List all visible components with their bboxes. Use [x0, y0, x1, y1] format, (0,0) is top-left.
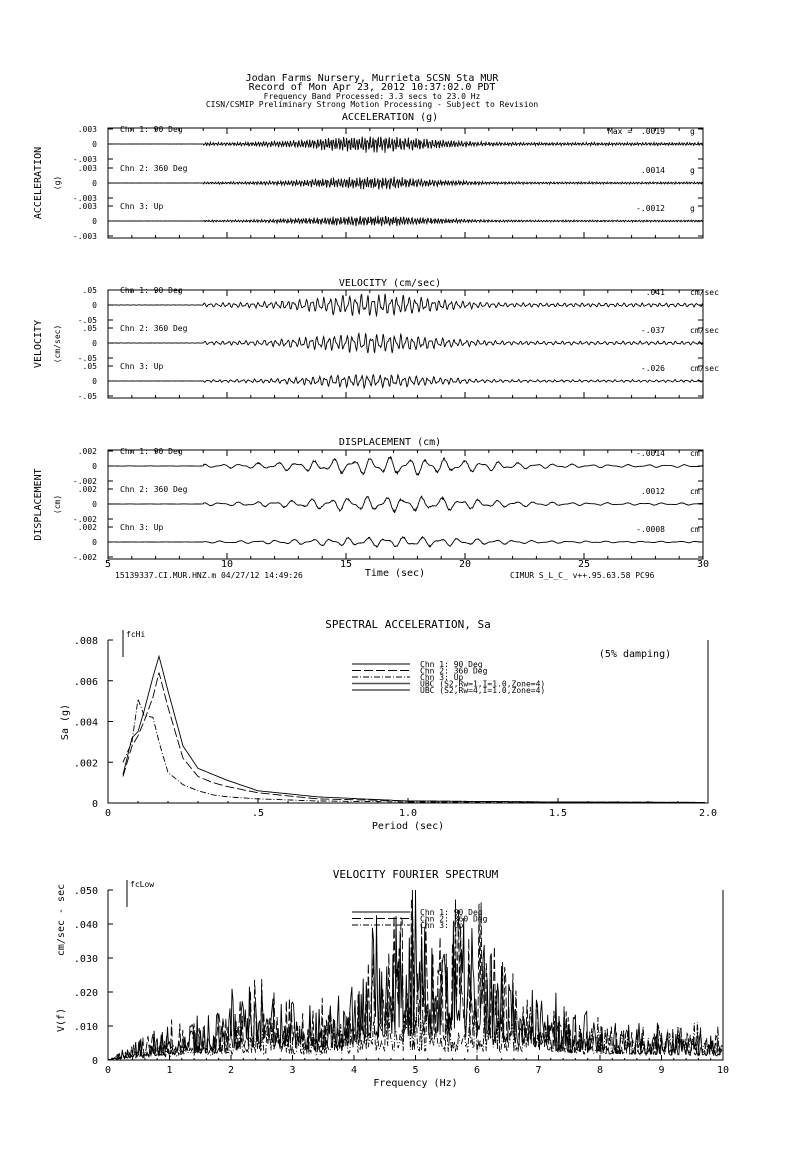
x-tick-label: 10 — [716, 1065, 730, 1076]
channel-label-2: Chn 2: 360 Deg — [120, 485, 188, 494]
legend-label: Chn 1: 90 Deg — [420, 908, 483, 917]
peak-value-3: -.026 — [640, 364, 665, 373]
x-tick-label: 2.0 — [698, 808, 718, 819]
y-tick-label: -.002 — [72, 515, 97, 524]
y-tick-label: .030 — [73, 954, 98, 965]
spectrum-title-3: SPECTRAL ACCELERATION, Sa — [325, 618, 491, 631]
trace-panel1-chn1 — [108, 294, 703, 317]
trace-panel0-chn2 — [108, 177, 703, 190]
x-tick-label: .5 — [251, 808, 265, 819]
legend-label: UBC (S2,Rw=1,I=1.0,Zone=4) — [420, 679, 546, 689]
spectrum-series-3 — [123, 699, 705, 803]
channel-label-3: Chn 3: Up — [120, 362, 164, 371]
header-record: Record of Mon Apr 23, 2012 10:37:02.0 PDT — [248, 82, 496, 93]
trace-panel2-chn3 — [108, 537, 703, 547]
panel-title-2: DISPLACEMENT (cm) — [338, 437, 442, 448]
header-station: Jodan Farms Nursery, Murrieta SCSN Sta MUR — [245, 73, 499, 84]
channel-label-3: Chn 3: Up — [120, 523, 164, 532]
peak-value-1: .041 — [645, 288, 665, 297]
x-tick-label: 5 — [412, 1065, 419, 1076]
peak-value-3: -.0008 — [636, 525, 665, 534]
peak-units-3: cm/sec — [690, 364, 719, 373]
x-tick-label: 0 — [104, 808, 112, 819]
x-tick-label: 30 — [696, 559, 710, 570]
y-tick-label: .003 — [77, 202, 97, 211]
peak-units-2: cm/sec — [690, 326, 719, 335]
spectrum-series-1 — [123, 656, 705, 802]
x-tick-label: 4 — [350, 1065, 358, 1076]
y-tick-label: 0 — [92, 179, 97, 188]
trace-panel0-chn3 — [108, 216, 703, 227]
spectrum-title-4: VELOCITY FOURIER SPECTRUM — [332, 868, 499, 881]
header-processing: CISN/CSMIP Preliminary Strong Motion Processing - Subject to Revision — [205, 100, 539, 109]
corner-frequency-label: fcLow — [130, 880, 155, 889]
y-tick-label: .003 — [77, 125, 97, 134]
peak-value-2: .0014 — [640, 166, 665, 175]
y-tick-label: 0 — [92, 538, 97, 547]
y-tick-label: -.05 — [77, 392, 97, 401]
x-tick-label: 3 — [289, 1065, 296, 1076]
peak-value-2: .0012 — [640, 487, 665, 496]
y-tick-label: 0 — [92, 217, 97, 226]
x-axis-label: Frequency (Hz) — [373, 1078, 458, 1089]
x-tick-label: 0 — [104, 1065, 112, 1076]
y-tick-label: -.003 — [72, 232, 97, 241]
panel-title-0: ACCELERATION (g) — [341, 112, 439, 123]
y-tick-label: .020 — [73, 988, 98, 999]
damping-note: (5% damping) — [598, 649, 672, 660]
channel-label-1: Chn 1: 90 Deg — [120, 125, 183, 134]
y-axis-label: Sa (g) — [60, 703, 71, 741]
x-tick-label: 7 — [535, 1065, 542, 1076]
y-tick-label: .003 — [77, 164, 97, 173]
x-tick-label: 2 — [227, 1065, 235, 1076]
y-tick-label: -.003 — [72, 155, 97, 164]
y-tick-label: .002 — [77, 447, 97, 456]
peak-units-1: cm/sec — [690, 288, 719, 297]
legend-label: Chn 3: Up — [420, 673, 464, 682]
y-tick-label: .002 — [73, 758, 98, 770]
panel-title-1: VELOCITY (cm/sec) — [338, 278, 442, 289]
y-axis-units: cm/sec - sec — [56, 883, 67, 957]
y-tick-label: 0 — [91, 799, 98, 810]
y-axis-label-1: VELOCITY — [33, 319, 44, 369]
legend-label: Chn 1: 90 Deg — [420, 660, 483, 669]
x-tick-label: 5 — [104, 559, 112, 570]
y-tick-label: 0 — [91, 1056, 98, 1067]
legend-label: Chn 3: Up — [420, 921, 464, 930]
x-tick-label: 10 — [220, 559, 234, 570]
trace-panel2-chn1 — [108, 457, 703, 476]
y-tick-label: 0 — [92, 140, 97, 149]
header-band: Frequency Band Processed: 3.3 secs to 23.0 Hz — [263, 92, 481, 101]
y-tick-label: -.003 — [72, 194, 97, 203]
y-tick-label: 0 — [92, 500, 97, 509]
channel-label-1: Chn 1: 90 Deg — [120, 447, 183, 456]
x-tick-label: 1 — [166, 1065, 173, 1076]
channel-label-2: Chn 2: 360 Deg — [120, 324, 188, 333]
peak-units-1: g — [690, 127, 695, 136]
trace-panel2-chn2 — [108, 496, 703, 513]
x-tick-label: 20 — [458, 559, 472, 570]
peak-units-1: cm — [690, 449, 700, 458]
y-tick-label: .002 — [77, 485, 97, 494]
y-tick-label: 0 — [92, 462, 97, 471]
y-axis-units-0: (g) — [53, 175, 62, 191]
channel-label-3: Chn 3: Up — [120, 202, 164, 211]
y-tick-label: -.05 — [77, 354, 97, 363]
y-tick-label: .05 — [82, 362, 97, 371]
y-axis-label-2: DISPLACEMENT — [33, 468, 44, 541]
y-axis-label: V(f) — [56, 1007, 67, 1033]
y-tick-label: .040 — [73, 920, 98, 931]
x-tick-label: 1.0 — [398, 808, 418, 819]
channel-label-2: Chn 2: 360 Deg — [120, 164, 188, 173]
legend-label: Chn 2: 360 Deg — [420, 914, 488, 924]
y-tick-label: .05 — [82, 286, 97, 295]
channel-label-1: Chn 1: 90 Deg — [120, 286, 183, 295]
legend-label: Chn 2: 360 Deg — [420, 666, 488, 676]
trace-panel0-chn1 — [108, 137, 703, 153]
y-tick-label: 0 — [92, 301, 97, 310]
x-tick-label: 25 — [577, 559, 591, 570]
y-axis-units-1: (cm/sec) — [53, 324, 62, 364]
x-axis-label: Period (sec) — [371, 821, 445, 832]
y-tick-label: -.05 — [77, 316, 97, 325]
peak-value-1: .0019 — [640, 127, 665, 136]
x-tick-label: 8 — [596, 1065, 604, 1076]
y-axis-units-2: (cm) — [53, 494, 62, 515]
spectrum-series-2 — [123, 673, 705, 803]
y-tick-label: .004 — [73, 717, 98, 729]
peak-value-2: -.037 — [640, 326, 665, 335]
peak-units-3: g — [690, 204, 695, 213]
y-tick-label: .002 — [77, 523, 97, 532]
y-axis-label-0: ACCELERATION — [33, 146, 44, 220]
legend-label: UBC (S2,Rw=4,I=1.0,Zone=4) — [420, 686, 546, 695]
y-tick-label: .050 — [73, 886, 98, 897]
x-axis-label: Time (sec) — [364, 568, 426, 579]
peak-units-3: cm — [690, 525, 700, 534]
corner-frequency-label: fcHi — [126, 630, 146, 639]
x-tick-label: 6 — [473, 1065, 481, 1076]
peak-value-1: -.0014 — [636, 449, 665, 458]
y-tick-label: .010 — [73, 1022, 98, 1033]
x-tick-label: 9 — [658, 1065, 665, 1076]
peak-value-3: -.0012 — [636, 204, 665, 213]
peak-units-2: cm — [690, 487, 700, 496]
y-tick-label: .008 — [73, 636, 98, 647]
footer-right: CIMUR S_L_C_ v++.95.63.58 PC96 — [510, 571, 655, 580]
footer-left: 15139337.CI.MUR.HNZ.m 04/27/12 14:49:26 — [115, 571, 303, 580]
y-tick-label: -.002 — [72, 553, 97, 562]
y-tick-label: .006 — [73, 676, 98, 688]
x-tick-label: 1.5 — [548, 808, 568, 819]
x-tick-label: 15 — [339, 559, 353, 570]
max-label: Max = — [608, 127, 633, 136]
trace-panel1-chn3 — [108, 375, 703, 388]
peak-units-2: g — [690, 166, 695, 175]
trace-panel1-chn2 — [108, 334, 703, 354]
y-tick-label: -.002 — [72, 477, 97, 486]
y-tick-label: 0 — [92, 339, 97, 348]
y-tick-label: .05 — [82, 324, 97, 333]
y-tick-label: 0 — [92, 377, 97, 386]
